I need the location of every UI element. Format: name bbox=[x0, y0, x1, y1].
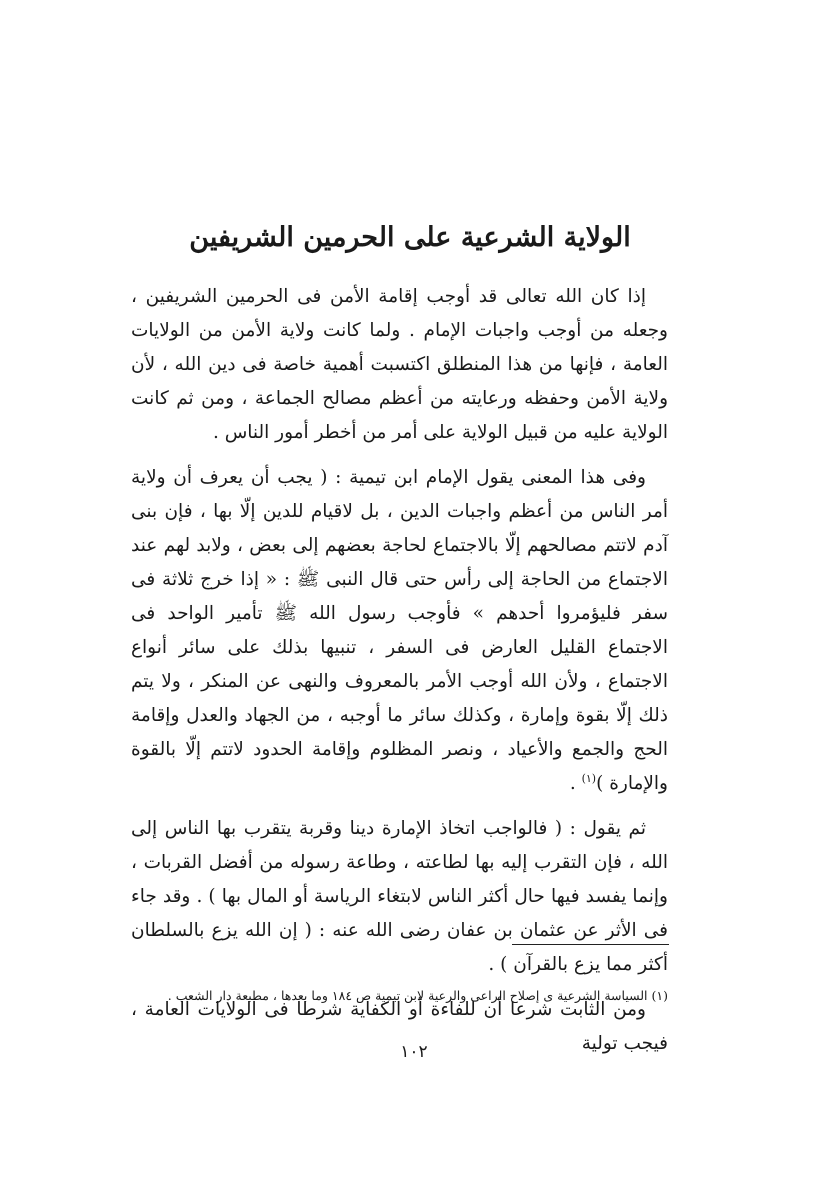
footnote-reference: (١) bbox=[581, 771, 597, 785]
footnote: (١) السياسة الشرعية ى إصلاح الراعى والرعية لابن تيمية ص ١٨٤ وما بعدها ، مطبعة دار الشعب . bbox=[167, 988, 668, 1003]
main-text bbox=[131, 280, 668, 1072]
paragraph-2-text: وفى هذا المعنى يقول الإمام ابن تيمية : ( يجب أن يعرف أن ولاية أمر الناس من أعظم واجبات الدين ، بل لاقيام للدين إلّا بها ، فإن بنى آدم لاتتم مصالحهم إلّا بالاجتماع لحاجة بعضهم إلى بعض ، ولابد لهم عند الاجتماع من الحاجة إلى رأس حتى قال النبى ﷺ : « إذا خرج ثلاثة فى سفر فليؤمروا أحدهم » فأوجب رسول الله ﷺ تأمير الواحد فى الاجتماع القليل العارض فى السفر ، تنبيها بذلك على سائر أنواع الاجتماع ، ولأن الله أوجب الأمر بالمعروف والنهى عن المنكر ، ولا يتم ذلك إلّا بقوة وإمارة ، وكذلك سائر ما أوجبه ، من الجهاد والعدل وإقامة الحج والجمع والأعياد ، ونصر المظلوم وإقامة الحدود لاتتم إلّا بالقوة والإمارة ) bbox=[131, 467, 668, 794]
paragraph-2 bbox=[131, 461, 668, 801]
paragraph-4: ومن الثابت شرعا أن للفاءة أو الكفاية شرطا فى الولايات العامة ، فيجب تولية bbox=[131, 999, 668, 1054]
footnote-separator bbox=[512, 944, 669, 945]
paragraph-1: إذا كان الله تعالى قد أوجب إقامة الأمن فى الحرمين الشريفين ، وجعله من أوجب واجبات الإمام . ولما كانت ولاية الأمن من الولايات العامة ، فإنها من هذا المنطلق اكتسبت أهمية خاصة فى دين الله ، لأن ولاية الأمن وحفظه ورعايته من أعظم مصالح الجماعة ، ومن ثم كانت الولاية عليه من قبيل الولاية على أمر من أخطر أمور الناس . bbox=[131, 286, 668, 443]
paragraph-2-tail: . bbox=[569, 773, 582, 794]
page-number: ١٠٢ bbox=[400, 1042, 428, 1062]
chapter-title: الولاية الشرعية على الحرمين الشريفين bbox=[189, 222, 631, 253]
paragraph-3: ثم يقول : ( فالواجب اتخاذ الإمارة دينا وقربة يتقرب بها الناس إلى الله ، فإن التقرب إليه بها لطاعته ، وطاعة رسوله من أفضل القربات ، وإنما يفسد فيها حال أكثر الناس لابتغاء الرياسة أو المال بها ) . وقد جاء فى الأثر عن عثمان بن عفان رضى الله عنه : ( إن الله يزع بالسلطان أكثر مما يزع بالقرآن ) . bbox=[131, 818, 668, 975]
